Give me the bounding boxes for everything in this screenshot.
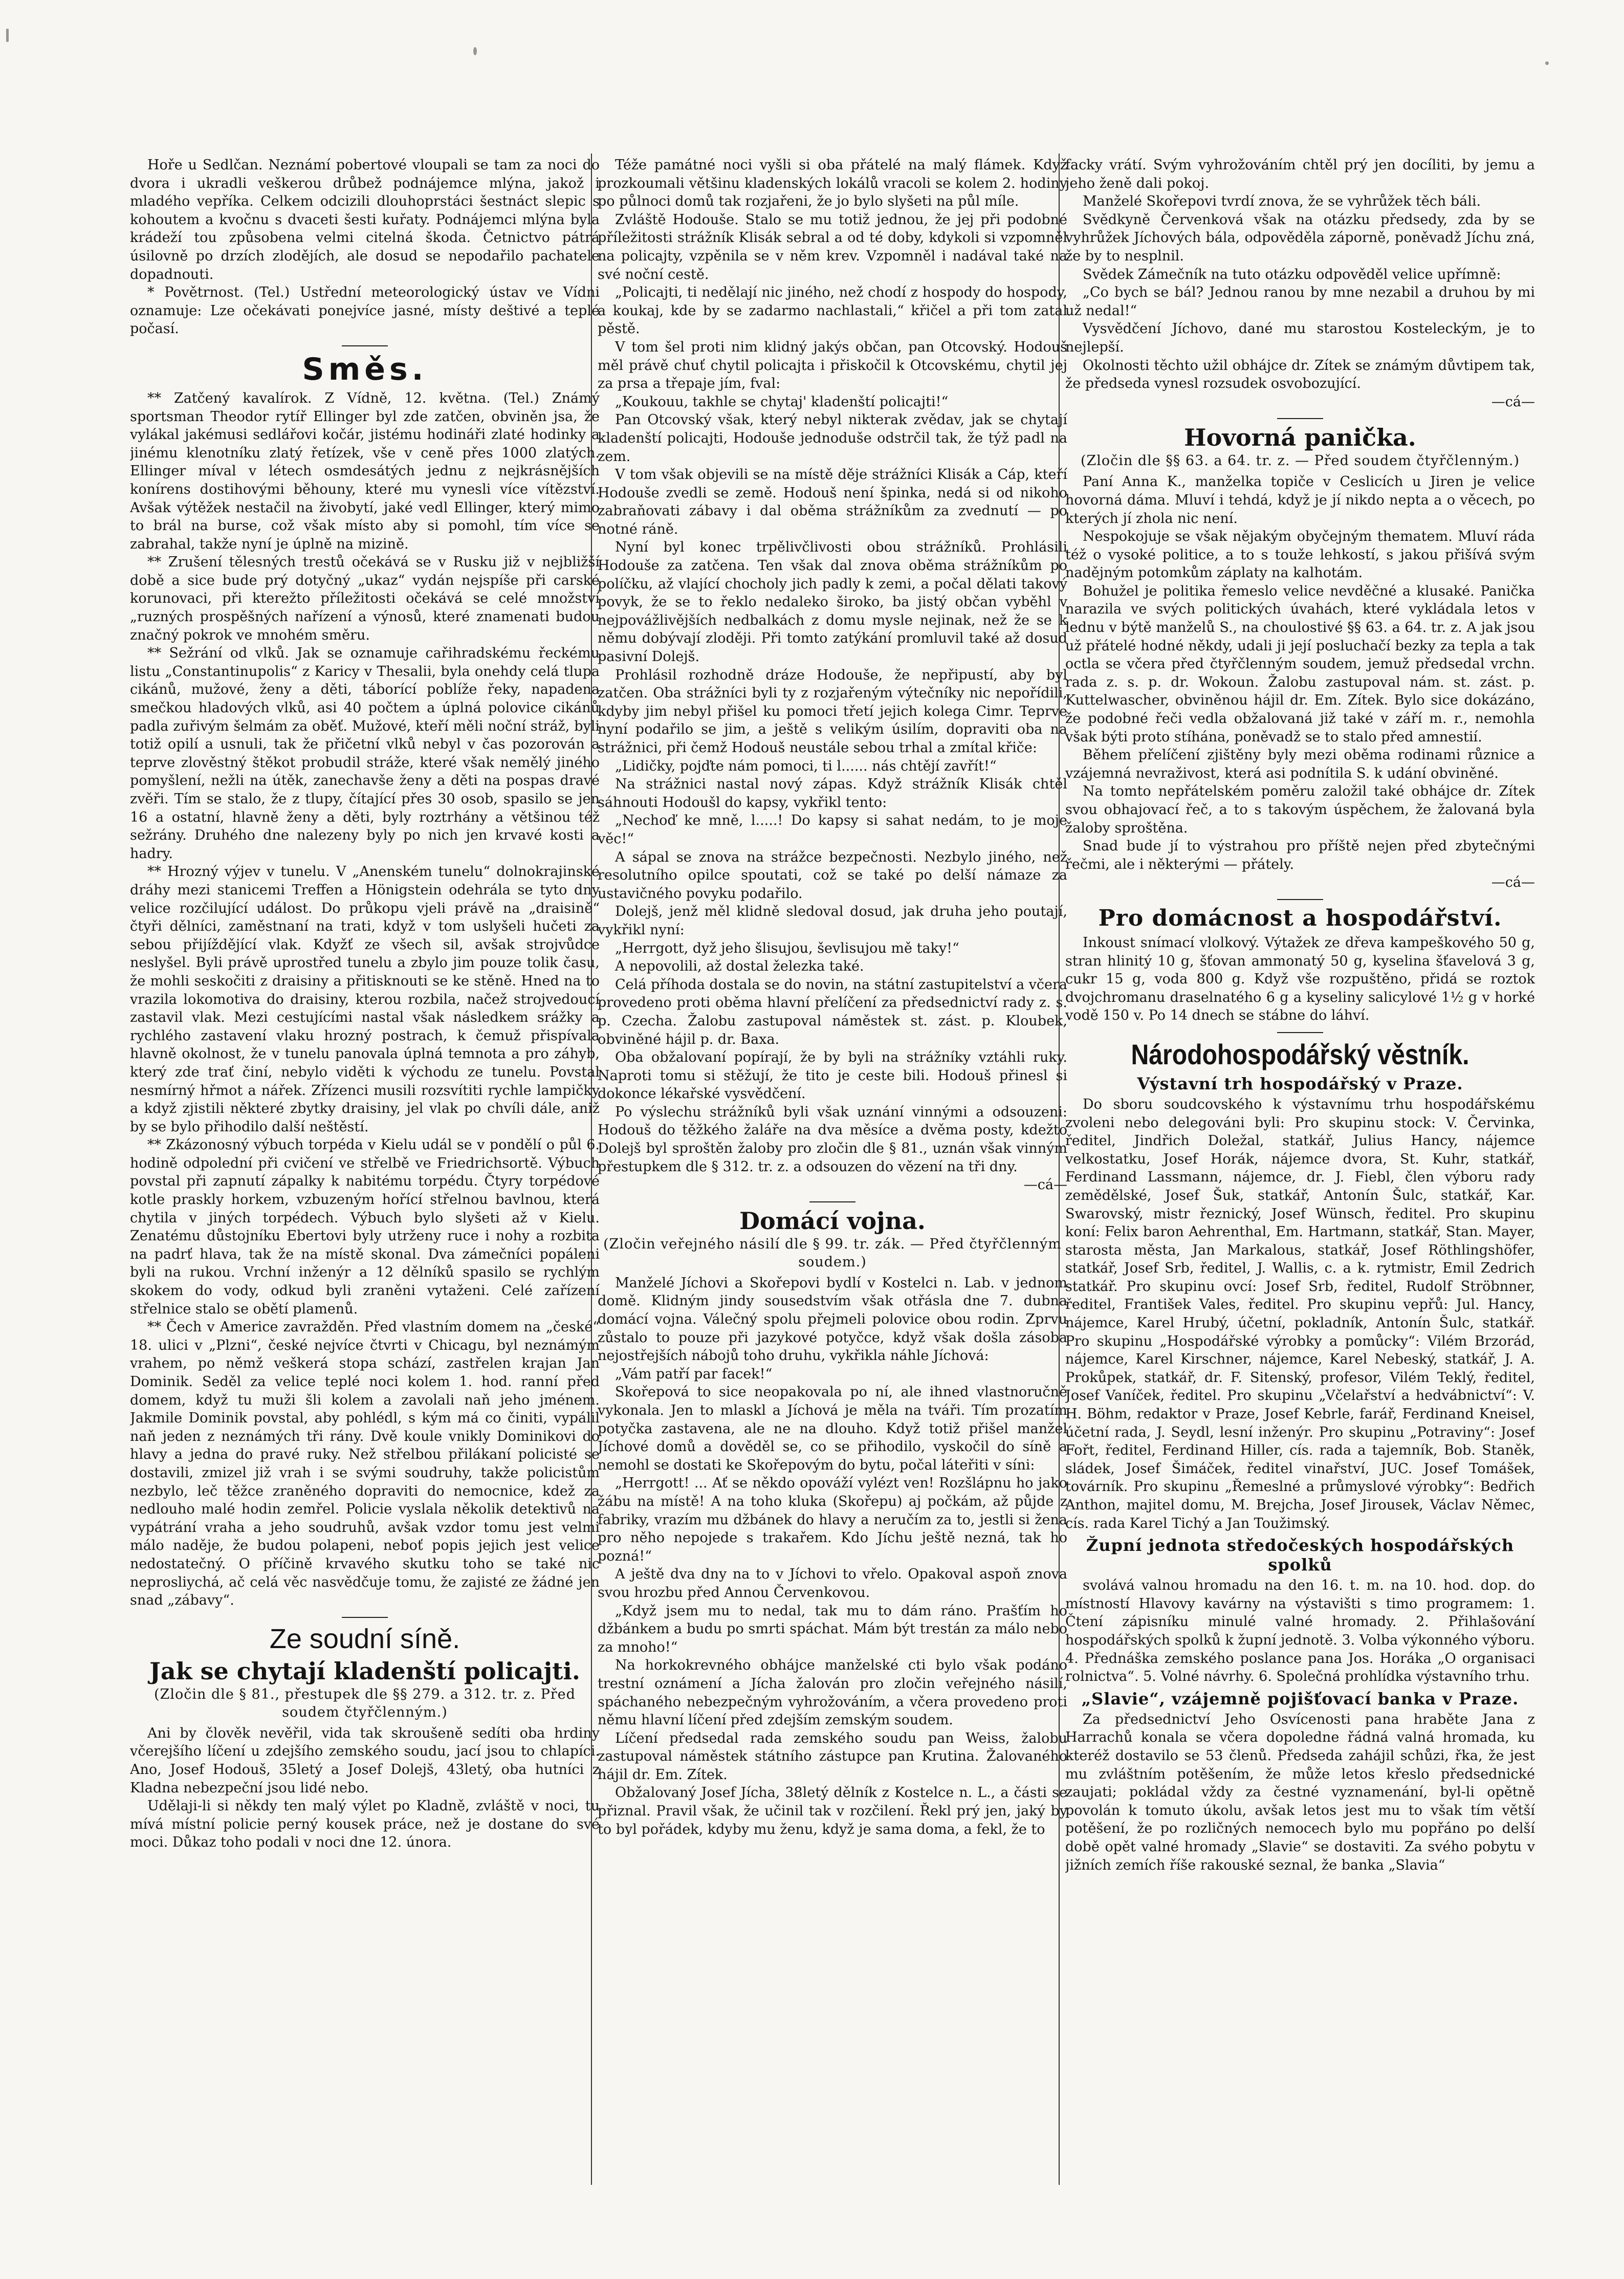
- article-text: A ještě dva dny na to v Jíchovi to vřelo. Opakoval aspoň znova svou hrozbu před Annou Červenkovou.: [598, 1566, 1067, 1601]
- section-heading-narodohospodarsky: Národohospodářský věstník.: [1131, 1038, 1469, 1070]
- page-mark: [6, 29, 9, 42]
- article-text: ** Hrozný výjev v tunelu. V „Anenském tunelu“ dolnokrajinské dráhy mezi stanicemi Treffen a Hönigstein odehrála se tyto dny velice rozčilující událost. Do průkopu vjeli právě na „draisině“ čtyři dělníci, zaměstnaní na trati, když v tom uslyšeli hučeti za sebou přijíždějící vlak. Kdyžť ze všech sil, avšak strojvůdce neslyšel. Byli právě uprostřed tunelu a zbylo jim pouze tolik času, že mohli seskočiti z draisiny a přitisknouti se ke stěně. Hned na to vrazila lokomotiva do draisiny, kterou rozbila, načež strojvedoucí zastavil vlak. Mezi cestujícími nastal však následkem srážky a rychlého zastavení vlaku hrozný postrach, k čemuž přispívala hlavně okolnost, že v tunelu panovala úplná temnota a pro záhyb, který zde trať činí, nebylo viděti k východu ze tunelu. Povstal nesmírný hřmot a nářek. Zřízenci musili rozsvítiti rychle lampičky a když zjistili některé zbytky draisiny, jel vlak po chvíli dále, aniž by se bylo přihodilo další neštěstí.: [130, 864, 600, 1135]
- article-text: Téže památné noci vyšli si oba přátelé na malý flámek. Když prozkoumali většinu kladenských lokálů vracoli se kolem 2. hodiny po půlnoci domů tak rozjařeni, že jo bylo slyšeti na půl míle.: [598, 157, 1067, 210]
- article-headline: Jak se chytají kladenští policajti.: [149, 1657, 580, 1685]
- article-text: Hoře u Sedlčan. Neznámí pobertové vloupali se tam za noci do dvora i ukradli veškerou drůbež podnájemce mlýna, jakož i mladého vepříka. Celkem odcizili dlouhoprstáci šestnáct slepic s kohoutem a kvočnu s dvaceti šesti kuřaty. Podnájemci mlýna byla krádeží tou způsobena velmi citelná škoda. Četnictvo pátrá úsilovně po drzích zlodějích, ale dosud se nepodařilo pachatele dopadnouti.: [130, 157, 600, 282]
- article-caption: (Zločin dle § 81., přestupek dle §§ 279. a 312. tr. z. Před soudem čtyřčlenným.): [154, 1686, 576, 1720]
- article-caption: (Zločin dle §§ 63. a 64. tr. z. — Před soudem čtyřčlenným.): [1080, 453, 1520, 469]
- article-text: ** Zkázonosný výbuch torpéda v Kielu udál se v pondělí o půl 6. hodině odpolední při cvičení ve střelbě ve Friedrichsortě. Výbuch povstal při zapnutí zápalky k nabitému torpédu. Čtyry torpédové kotle praskly horkem, vzbuzeným hořící střelnou bavlnou, která chytila v jiných torpédech. Výbuch bylo slyšeti až v Kielu. Zenatému důstojníku Ebertovi byly utrženy ruce i nohy a rozbita na padrť hlava, tak že na místě skonal. Dva zámečníci popáleni byli na rukou. Vrchní inženýr a 12 dělníků spasilo se rychlým skokem do vody, odkud byli zraněni vytaženi. Celé zařízení střelnice stalo se obětí plamenů.: [130, 1137, 600, 1317]
- article-text: Nyní byl konec trpělivčlivosti obou strážníků. Prohlásili Hodouše za zatčena. Ten však dal znova oběma strážníkům po políčku, až vlající chocholy jich padly k zemi, a počal dělati takový povyk, že se to řeklo nedaleko široko, ba jistý občan vyběhl v nejpovážlivějších nedbalkách z domu mysle nejinak, než že se k němu dobývají zloději. Při tomto zatýkání promluvil také až dosud pasivní Dolejš.: [598, 539, 1067, 665]
- article-text: „Vám patří par facek!“: [615, 1366, 773, 1382]
- article-text: „Když jsem mu to nedal, tak mu to dám ráno. Prašťím ho džbánkem a budu po smrti spáchat. Mám být trestán za málo nebo za mnoho!“: [598, 1603, 1067, 1655]
- article-text: V tom šel proti nim klidný jakýs občan, pan Otcovský. Hodouš měl právě chuť chytil policajta i přiskočil k Otcovskému, chytil jej za prsa a třepaje jím, fval:: [598, 339, 1067, 392]
- article-text: V tom však objevili se na místě děje strážníci Klisák a Cáp, kteří Hodouše zvedli se země. Hodouš není špinka, nedá si od nikoho zabraňovati zábavy i dal oběma strážníkům za zvednutí — po notné ráně.: [598, 467, 1067, 537]
- article-text: „Koukouu, takhle se chytaj' kladenští policajti!“: [615, 393, 949, 410]
- article-text: Pan Otcovský však, který nebyl nikterak zvědav, jak se chytají kladenští policajti, Hodouše jednoduše odstrčil tak, že týž padl na zem.: [598, 412, 1067, 465]
- author-signature: —cá—: [1023, 1177, 1067, 1193]
- article-text: „Nechoď ke mně, l.....! Do kapsy si sahat nedám, to je moje věc!“: [598, 813, 1067, 847]
- article-text: ** Sežrání od vlků. Jak se oznamuje cařihradskému řeckému listu „Constantinupolis“ z Karicy v Thesalii, byla onehdy celá tlupa cikánů, mužové, ženy a děti, táborící poblíže řeky, napadena smečkou hladových vlků, asi 40 počtem a úplná polovice cikánů padla zuřivým šelmám za oběť. Mužové, kteří měli noční stráž, byli totiž opilí a usnuli, tak že přičetní vlků nebyl v čas pozorován a teprve zlověstný štěkot probudil stráže, které však nemělý jiného pomyšlení, nežli na útěk, zanechavše ženy a děti na pospas dravé zvěři. Tím se stalo, že z tlupy, čítající přes 30 osob, spasilo se jen 16 a ostatní, hlavně ženy a děti, byly roztrhány a většinou též sežrány. Druhého dne nalezeny byly po nich jen krvavé kosti a hadry.: [130, 645, 600, 862]
- article-text: Celá příhoda dostala se do novin, na státní zastupitelství a včera provedeno proti oběma hlavní přelíčení za předsednictví rady z. s. p. Czecha. Žalobu zastupoval náměstek st. zást. p. Kloubek, obviněné hájil p. dr. Baxa.: [598, 976, 1067, 1047]
- column-middle: [598, 156, 1067, 2182]
- article-text: „Lidičky, pojďte nám pomoci, ti l...... nás chtějí zavřít!“: [615, 758, 997, 774]
- article-text: Svědkyně Červenková však na otázku předsedy, zda by se vyhrůžek Jíchových bála, odpověděla záporně, poněvadž Jíchu zná, že by to nesplnil.: [1065, 211, 1535, 264]
- article-headline: Domácí vojna.: [739, 1207, 926, 1235]
- article-headline: Výstavní trh hospodářský v Praze.: [1137, 1073, 1463, 1093]
- article-text: svolává valnou hromadu na den 16. t. m. na 10. hod. dop. do místností Hlavovy kavárny na výstavišti s timo programem: 1. Čtení zápisníku minulé valné hromady. 2. Přihlašování hospodářských spolků k župní jednotě. 3. Volba výkonného výboru. 4. Přednáška zemského poslance pana Jos. Horáka „O organisaci rolnictva“. 5. Volné návrhy. 6. Společná prohlídka výstavního trhu.: [1065, 1577, 1535, 1685]
- section-divider: [1277, 418, 1323, 419]
- article-text: Udělaji-li si někdy ten malý výlet po Kladně, zvláště v noci, tu mívá místní policie perný kousek práce, než je dostane do své moci. Důkaz toho podali v noci dne 12. února.: [130, 1798, 600, 1851]
- section-heading-smes: Směs.: [302, 351, 428, 387]
- column-right: [1065, 156, 1535, 2182]
- article-headline: Župní jednota středočeských hospodářských spolků: [1086, 1536, 1515, 1575]
- article-text: Bohužel je politika řemeslo velice nevděčné a klusaké. Panička narazila ve svých politických úvahách, které vykládala letos v lednu v býtě manželů S., na choulostivé §§ 63. a 64. tr. z. A jak jsou už přátelé hodné někdy, udali ji její posluchačí bezky za tepla a tak octla se včera před čtyřčlenným soudem, jemuž předsedal vrchn. rada z. s. p. dr. Wokoun. Žalobu zastupoval nám. st. zást. p. Kuttelwascher, obviněnou hájil dr. Em. Zítek. Bylo sice dokázáno, že podobné řeči vedla obžalovaná již také v září m. r., nemohla však býti proto stíhána, poněvadž se to stalo před amnestií.: [1065, 583, 1535, 745]
- article-text: Paní Anna K., manželka topiče v Ceslicích u Jiren je velice hovorná dáma. Mluví i tehdá, když je jí nikdo nepta a o věcech, po kterých jí zhola nic není.: [1065, 474, 1535, 527]
- article-text: ** Čech v Americe zavražděn. Před vlastním domem na „české“ 18. ulici v „Plzni“, české nejvíce čtvrti v Chicagu, byl neznámým vrahem, po němž veškerá stopa schází, zastřelen krajan Jan Dominik. Seděl za velice teplé noci kolem 1. hod. ranní před domem, když tu muži šli kolem a zavolali naň jeho jménem. Jakmile Dominik povstal, aby pohlédl, s kým má co činiti, vypálil naň jeden z neznámých tři rány. Dvě koule vnikly Dominikovi do hlavy a jedna do pravé ruky. Než střelbou přilákaní policisté se dostavili, zmizel již vrah i se svými soudruhy, takže policistům nezbylo, leč těžce zraněného dopraviti do nemocnice, kdež za nedlouho malé hodin zemřel. Policie vyslala několik detektivů na vypátrání vraha a jeho soudruhů, avšak vzdor tomu jest velmi málo naděje, že budou polapeni, neboť popis jejich jest velice nedostatečný. O příčině krvavého skutku toho se také nic neprosliychá, ač celá věc nasvědčuje tomu, že zajisté ze žádné jen snad „zábavy“.: [130, 1319, 600, 1609]
- article-text: „Co bych se bál? Jednou ranou by mne nezabil a druhou by mi už nedal!“: [1065, 284, 1535, 319]
- article-text: ** Zatčený kavalírok. Z Vídně, 12. května. (Tel.) Známý sportsman Theodor rytíř Ellinger byl zde zatčen, obviněn jsa, že vylákal jakémusi sedlářovi kočár, jistému hodináři zlaté hodinky a jinému klenotníku zlatý řetízek, vše v ceně přes 1000 zlatých. Ellinger míval v létech osmdesátých jednu z nejkrásnějších konírens dostihovými běhouny, které mu vynesli více vítězství. Avšak výtěžek nestačil na živobytí, jaké vedl Ellinger, který mimo to brál na burse, což však místo aby si pomohl, tím více se zabrahal, takže nyní je úplně na mizině.: [130, 390, 600, 552]
- article-text: Nespokojuje se však nějakým obyčejným thematem. Mluví ráda též o vysoké politice, a to s touže lehkostí, s jakou přišívá svým nadějným potomkům záplaty na kalhotám.: [1065, 529, 1535, 581]
- article-text: Inkoust snímací vlolkový. Výtažek ze dřeva kampeškového 50 g, stran hlinitý 10 g, šťovan ammonatý 50 g, kyselina šťavelová 3 g, cukr 15 g, voda 800 g. Když vše rozpuštěno, přidá se roztok dvojchromanu draselnatého 6 g a kyseliny salicylové 1½ g v horké vodě 150 v. Po 14 dnech se stábne do láhví.: [1065, 934, 1535, 1024]
- article-text: Na tomto nepřátelském poměru založil také obhájce dr. Zítek svou obhajovací řeč, a to s takovým úspěchem, že žalovaná byla žaloby sproštěna.: [1065, 783, 1535, 836]
- article-text: Za předsednictví Jeho Osvícenosti pana hraběte Jana z Harrachů konala se včera dopoledne řádná valná hromada, ku kteréž dostavilo se 53 členů. Předseda zahájil schůzi, řka, že jest mu zvláštním potěšením, že může letos křeslo předsednické zaujati; pokládal vždy za čestné vyznamenání, byl-li opětně povolán k tomuto úkolu, avšak letos jest mu to však tím větší potěšení, že po rozličných nemocech bylo mu popřáno po delší době opět valné hromady „Slavie“ se dostaviti. Za svého pobytu v jižních zemích říše rakouské seznal, že banka „Slavia“: [1065, 1711, 1535, 1873]
- page-mark: [473, 47, 477, 55]
- article-text: Líčení předsedal rada zemského soudu pan Weiss, žalobu zastupoval náměstek státního zástupce pan Krutina. Žalovaného hájil dr. Em. Zítek.: [598, 1730, 1067, 1783]
- article-text: Po výslechu strážníků byli však uznání vinnými a odsouzeni: Hodouš do těžkého žaláře na dva měsíce a dvěma posty, kdežto Dolejš byl sproštěn žaloby pro zločin dle § 81., uznán však vinným přestupkem dle § 312. tr. z. a odsouzen do vězení na tři dny.: [598, 1104, 1067, 1175]
- article-text: Ani by člověk nevěřil, vida tak skroušeně sedíti oba hrdiny včerejšího líčení u zdejšího zemského soudu, jací jsou to chlapíci. Ano, Josef Hodouš, 35letý a Josef Dolejš, 43letý, oba hutníci z Kladna nebezpeční jsou lidé nebo.: [130, 1725, 600, 1796]
- article-text: ** Zrušení tělesných trestů očekává se v Rusku již v nejbližší době a sice bude prý dotyčný „ukaz“ vydán nejspíše při carské korunovaci, při kterežto příležitosti očekává se celé množství „ruzných prospěšných nařízení a výnosů, které znamenati budou značný pokrok ve mnohém směru.: [130, 554, 600, 643]
- article-text: Snad bude jí to výstrahou pro příště nejen před zbytečnými řečmi, ale i některými — přátely.: [1065, 838, 1535, 872]
- article-text: „Herrgott, dyž jeho šlisujou, ševlisujou mě taky!“: [615, 940, 959, 956]
- article-text: Prohlásil rozhodně dráze Hodouše, že nepřipustí, aby byl zatčen. Oba strážníci byli ty z rozjařeným výtečníky nic nepořídili, kdyby jim nebyl přišel ku pomoci třetí jejich kolega Cimr. Teprve nyní podařilo se jim, a ještě s velikým úsilím, dopraviti oba na strážnici, při čemž Hodouš neustále sebou trhal a zmítal křiče:: [598, 667, 1067, 756]
- article-text: Obžalovaný Josef Jícha, 38letý dělník z Kostelce n. L., a části se přiznal. Pravil však, že učinil tak v rozčilení. Řekl prý jen, jaký by to byl pořádek, kdyby mu ženu, když je sama doma, a fekl, že to: [598, 1785, 1067, 1837]
- article-text: Na strážnici nastal nový zápas. Když strážník Klisák chtěl sáhnouti Hodoušl do kapsy, vykřikl tento:: [598, 776, 1067, 810]
- article-text: A nepovolili, až dostal železka také.: [615, 958, 864, 975]
- section-heading-domacnost: Pro domácnost a hospodářství.: [1098, 905, 1502, 931]
- article-text: Okolnosti těchto užil obhájce dr. Zítek se známým důvtipem tak, že předseda vynesl rozsudek osvobozující.: [1065, 357, 1535, 392]
- article-headline: „Slavie“, vzájemně pojišťovací banka v Praze.: [1081, 1689, 1519, 1708]
- section-divider: [342, 345, 388, 346]
- article-text: Během přelíčení zjištěny byly mezi oběma rodinami různice a vzájemná nevraživost, která asi podnítila S. k udání obviněné.: [1065, 747, 1535, 781]
- article-text: Na horkokrevného obhájce manželské cti bylo však podáno trestní oznámení a Jícha žalován pro zločin veřejného násilí, spáchaného nebezpečným vyhrožováním, a včera provedeno proti němu hlavní líčení před zdejším zemským soudem.: [598, 1657, 1067, 1728]
- article-text: „Policajti, ti nedělají nic jiného, než chodí z hospody do hospody, a koukaj, kde by se zadarmo nachlastali,“ křičel a při tom zatal pěstě.: [598, 284, 1067, 337]
- section-divider: [809, 1201, 855, 1202]
- article-text: Dolejš, jenž měl klidně sledoval dosud, jak druha jeho poutají, vykřikl nyní:: [598, 904, 1067, 938]
- page-mark: [1545, 61, 1549, 65]
- article-caption: (Zločin veřejného násilí dle § 99. tr. zák. — Před čtyřčlenným soudem.): [603, 1236, 1062, 1270]
- author-signature: —cá—: [1491, 874, 1535, 891]
- article-headline: Hovorná panička.: [1184, 424, 1416, 452]
- author-signature: —cá—: [1491, 393, 1535, 410]
- section-divider: [1277, 899, 1323, 900]
- column-left: [130, 156, 600, 2070]
- article-text: Manželé Jíchovi a Skořepovi bydlí v Kostelci n. Lab. v jednom domě. Klidným jindy sousedstvím však otřásla dne 7. dubna domácí vojna. Válečný spolu přejmeli polovice obou rodin. Zprvu zůstalo to pouze při jazykové potyčce, když však došla zásoba nejostřejších nábojů toho druhu, vykřikla náhle Jíchová:: [598, 1275, 1067, 1364]
- article-text: A sápal se znova na strážce bezpečnosti. Nezbylo jiného, než resolutního opilce spoutati, což se také po delší námaze za ustavičného povyku podařilo.: [598, 849, 1067, 902]
- article-text: Svědek Zámečník na tuto otázku odpověděl velice upřímně:: [1083, 266, 1501, 282]
- article-text: Manželé Skořepovi tvrdí znova, že se vyhrůžek těch báli.: [1083, 193, 1481, 210]
- article-text: „Herrgott! ... Ať se někdo opováží vylézt ven! Rozšlápnu ho jako žábu na místě! A na toho kluka (Skořepu) aj počkám, až půjde z fabriky, vrazím mu džbánek do hlavy a neručím za to, jestli si žena pro něho nepojede s trakařem. Kdo Jíchu ještě nezná, tak ho pozná!“: [598, 1475, 1067, 1564]
- section-divider: [342, 1617, 388, 1618]
- article-text: Zvláště Hodouše. Stalo se mu totiž jednou, že jej při podobné příležitosti strážník Klisák sebral a od té doby, kdykoli si vzpomněl na policajty, vzpěnila se v něm krev. Vzpomněl i nadával také na své noční cestě.: [598, 211, 1067, 282]
- article-text: Oba obžalovaní popírají, že by byli na strážníky vztáhli ruky. Naproti tomu si stěžují, že tito je ceste bili. Hodouš přinesl si dokonce lékařské vysvědčení.: [598, 1049, 1067, 1102]
- weather-report: * Povětrnost. (Tel.) Ustřední meteorologický ústav ve Vídni oznamuje: Lze očekávati ponejvíce jasné, místy deštivé a teplé počasí.: [130, 284, 600, 337]
- article-text: Vysvědčení Jíchovo, dané mu starostou Kosteleckým, je to nejlepší.: [1065, 321, 1535, 355]
- section-heading-soudni: Ze soudní síně.: [269, 1623, 460, 1654]
- article-text: Skořepová to sice neopakovala po ní, ale ihned vlastnoručně vykonala. Jen to mlaskl a Jíchová je měla na tváři. Tím prozatím potyčka zastavena, ale ne na dlouho. Když totiž přišel manžel Jíchové domů a dověděl se, co se přihodilo, vyskočil do síně a nemohl se dostati ke Skořepovým do bytu, počal láteřiti v síni:: [598, 1384, 1067, 1473]
- article-text: Do sboru soudcovského k výstavnímu trhu hospodářskému zvoleni nebo delegováni byli: Pro skupinu stock: V. Červinka, ředitel, Jindřich Doležal, statkář, Julius Hancy, nájemce velkostatku, Josef Horák, nájemce dvora, St. Kuhr, statkář, Ferdinand Lassmann, nájemce, dr. J. Fiebl, člen výboru rady zemědělské, Josef Šuk, statkář, Antonín Šulc, statkář, Kar. Swarovský, mistr řeznický, Josef Wünsch, ředitel. Pro skupinu koní: Felix baron Aehrenthal, Em. Hartmann, statkář, Stan. Mayer, starosta města, Jan Markalous, statkář, Josef Röthlingshöfer, statkář, Josef Srb, ředitel, J. Wallis, c. a k. rytmistr, Emil Zedrich statkář. Pro skupinu ovcí: Josef Srb, ředitel, Rudolf Ströbnner, ředitel, František Vales, ředitel. Pro skupinu vepřů: Jul. Hancy, nájemce, Karel Hrubý, účetní, pokladník, Antonín Šulc, statkář. Pro skupinu „Hospodářské výrobky a pomůcky“: Vilém Brzorád, nájemce, Karel Kirschner, nájemce, Karel Nebeský, statkář, J. A. Prokůpek, statkář, dr. F. Sitenský, profesor, Vilém Teklý, ředitel, Josef Vaníček, ředitel. Pro skupinu „Včelařství a hedvábnictví“: V. H. Böhm, redaktor v Praze, Josef Kebrle, farář, Ferdinand Kneisel, účetní rada, J. Seydl, lesní inženýr. Pro skupinu „Potraviny“: Josef Fořt, ředitel, Ferdinand Hiller, cís. rada a tajemník, Bob. Staněk, sládek, Josef Šimáček, ředitel vinařství, JUC. Josef Tomášek, továrník. Pro skupinu „Řemeslné a průmyslové výrobky“: Bedřich Anthon, majitel domu, M. Brejcha, Josef Jirousek, Václav Němec, cís. rada Karel Tichý a Jan Toužimský.: [1065, 1096, 1535, 1531]
- article-text: facky vrátí. Svým vyhrožováním chtěl prý jen docíliti, by jemu a jeho ženě dali pokoj.: [1065, 157, 1535, 191]
- section-divider: [1277, 1032, 1323, 1033]
